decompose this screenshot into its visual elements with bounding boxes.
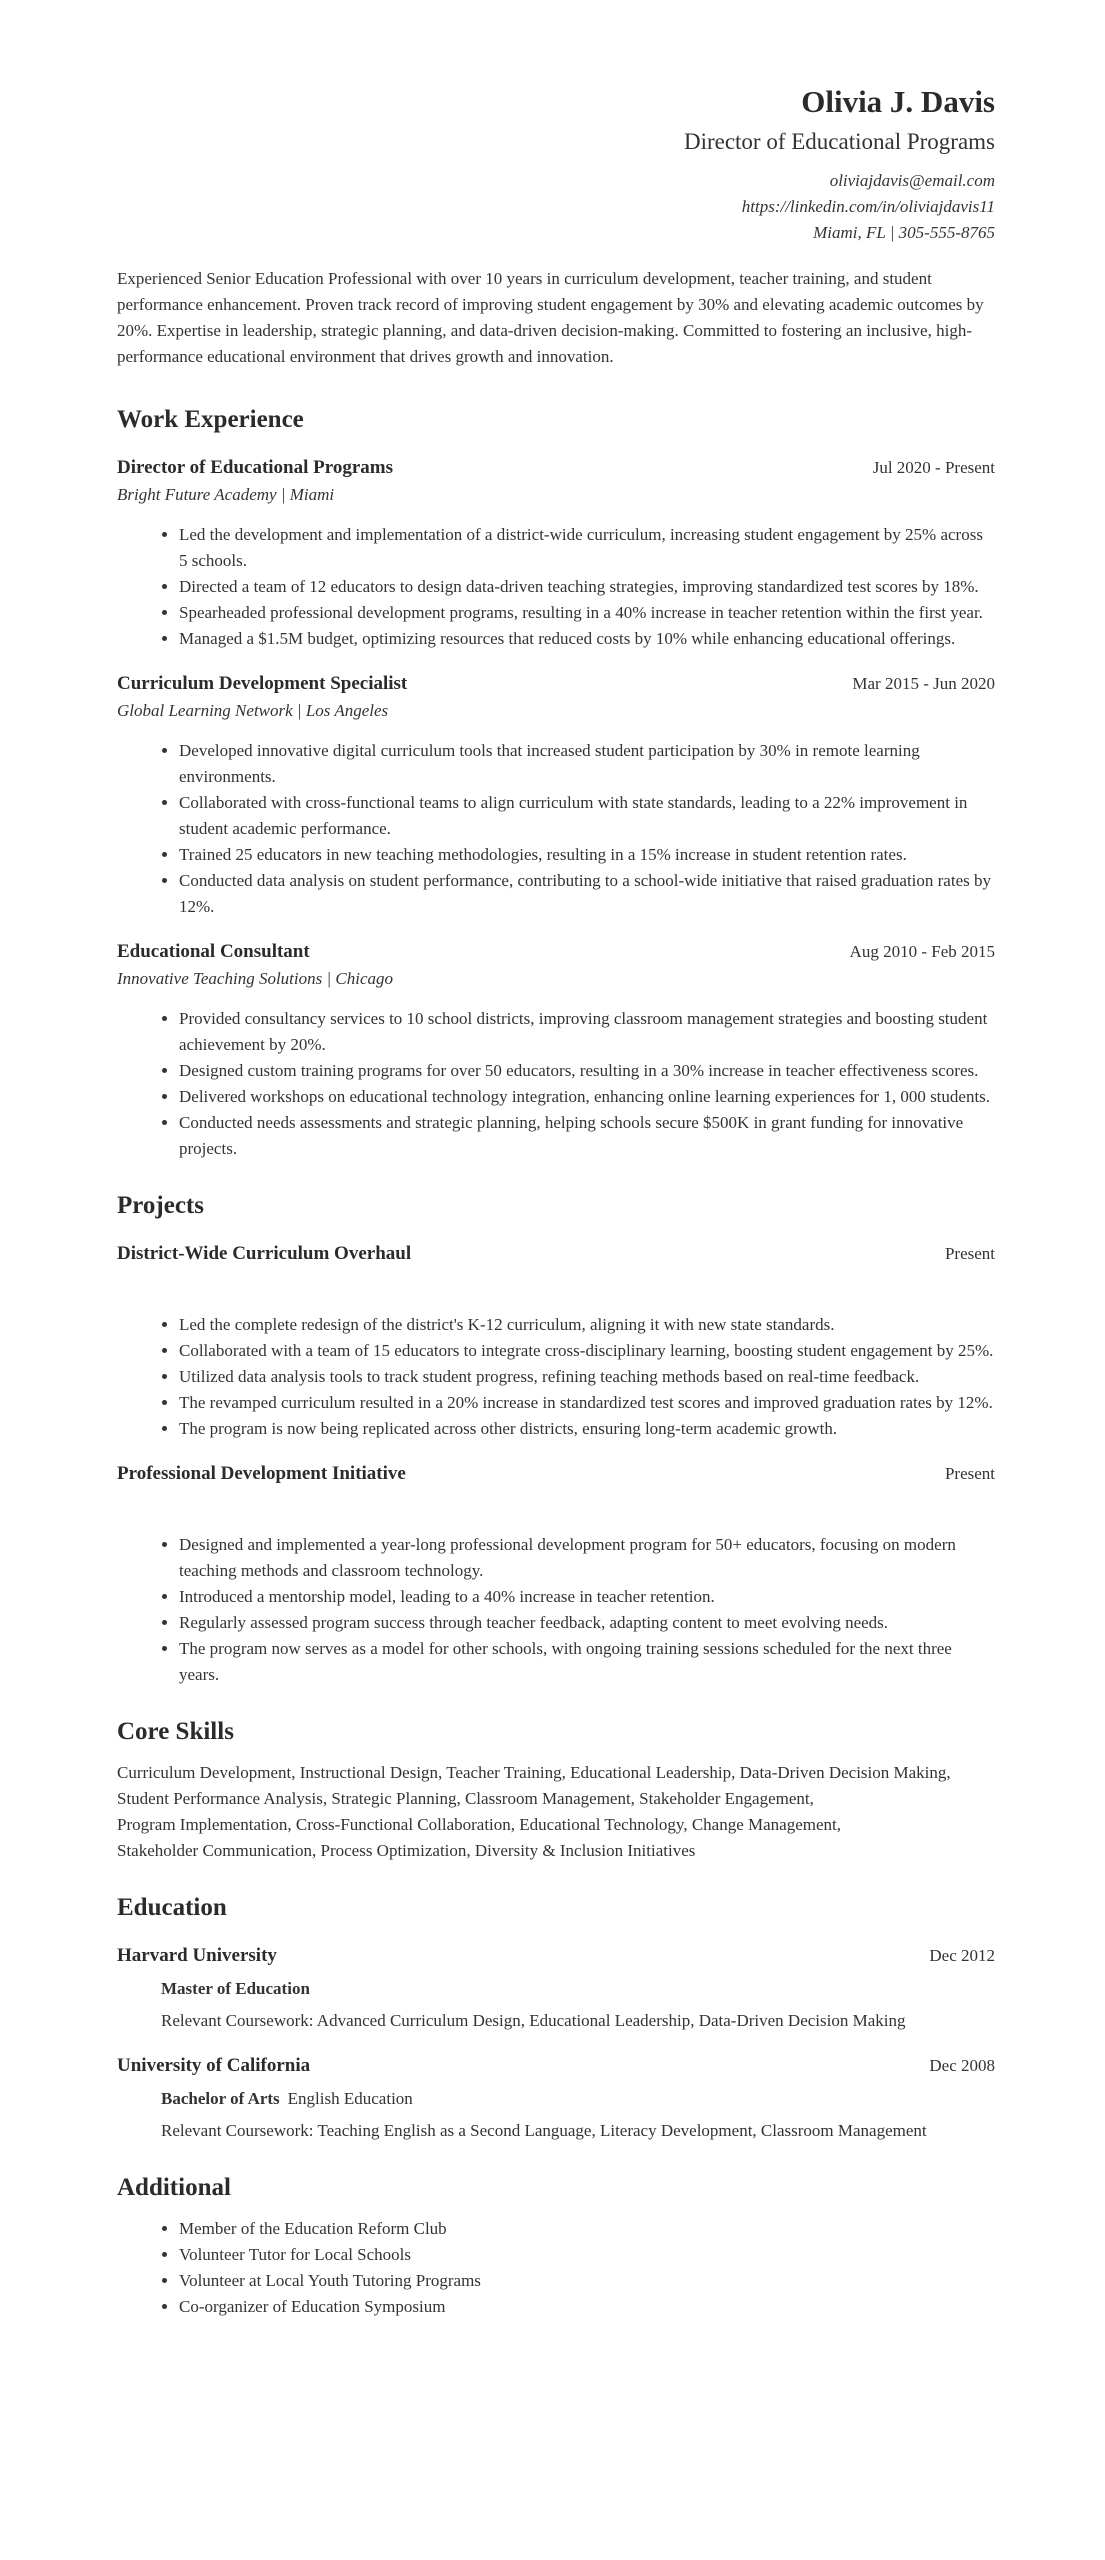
section-heading-work: Work Experience <box>117 406 304 433</box>
project-title: District-Wide Curriculum Overhaul <box>117 1243 412 1264</box>
section-heading-projects: Projects <box>117 1192 204 1219</box>
job-company: Innovative Teaching Solutions | Chicago <box>117 969 394 988</box>
list-item: • The program now serves as a model for other schools, with ongoing training sessions scheduled for the next three years. <box>179 1636 995 1688</box>
list-item: • Introduced a mentorship model, leading to a 40% increase in teacher retention. <box>179 1584 995 1610</box>
list-item: • Managed a $1.5M budget, optimizing resources that reduced costs by 10% while enhancing educational offerings. <box>179 626 995 652</box>
education-entry <box>117 1942 995 2034</box>
education-date: Dec 2008 <box>929 2056 995 2075</box>
project-title: Professional Development Initiative <box>117 1463 406 1484</box>
work-experience-section <box>117 404 995 1162</box>
job-company: Bright Future Academy | Miami <box>117 485 335 504</box>
list-item: • Member of the Education Reform Club <box>179 2216 995 2242</box>
job-entry <box>117 670 995 920</box>
list-item: • Designed and implemented a year-long professional development program for 50+ educators, focusing on modern teaching methods and classroom technology. <box>179 1532 995 1584</box>
education-section <box>117 1892 995 2144</box>
projects-section <box>117 1190 995 1688</box>
list-item: • Regularly assessed program success through teacher feedback, adapting content to meet evolving needs. <box>179 1610 995 1636</box>
job-bullets <box>117 1006 995 1162</box>
list-item: • Conducted needs assessments and strategic planning, helping schools secure $500K in grant funding for innovative projects. <box>179 1110 995 1162</box>
section-heading-education: Education <box>117 1894 227 1921</box>
job-entry <box>117 938 995 1162</box>
list-item: • Trained 25 educators in new teaching methodologies, resulting in a 15% increase in student retention rates. <box>179 842 995 868</box>
job-title: Educational Consultant <box>117 941 310 962</box>
list-item: • The revamped curriculum resulted in a 20% increase in standardized test scores and improved graduation rates by 12%. <box>179 1390 995 1416</box>
skills-section <box>117 1716 995 1864</box>
list-item: • Utilized data analysis tools to track student progress, refining teaching methods based on real-time feedback. <box>179 1364 995 1390</box>
job-bullets <box>117 738 995 920</box>
list-item: • Led the complete redesign of the district's K-12 curriculum, aligning it with new state standards. <box>179 1312 995 1338</box>
list-item: • The program is now being replicated across other districts, ensuring long-term academic growth. <box>179 1416 995 1442</box>
list-item: • Led the development and implementation of a district-wide curriculum, increasing student engagement by 25% across 5 schools. <box>179 522 995 574</box>
school-name: Harvard University <box>117 1945 277 1966</box>
linkedin-link[interactable]: https://linkedin.com/in/oliviajdavis11 <box>741 197 995 216</box>
project-bullets <box>117 1532 995 1688</box>
section-heading-additional: Additional <box>117 2174 231 2201</box>
skills-line: Program Implementation, Cross-Functional Collaboration, Educational Technology, Change Management, <box>117 1815 841 1834</box>
summary-paragraph: Experienced Senior Education Professional with over 10 years in curriculum development, teacher training, and student performance enhancement. Proven track record of improving student engagement by 30% and elevating academic outcomes by 20%. Expertise in leadership, strategic planning, and data-driven decision-making. Committed to fostering an inclusive, high-performance educational environment that drives growth and innovation. <box>117 269 984 366</box>
degree: Master of Education <box>161 1979 310 1998</box>
skills-line: Stakeholder Communication, Process Optimization, Diversity & Inclusion Initiatives <box>117 1841 696 1860</box>
project-bullets <box>117 1312 995 1442</box>
additional-list <box>117 2216 995 2320</box>
candidate-headline: Director of Educational Programs <box>683 129 995 154</box>
list-item: • Designed custom training programs for over 50 educators, resulting in a 30% increase in teacher effectiveness scores. <box>179 1058 995 1084</box>
job-bullets <box>117 522 995 652</box>
job-date: Aug 2010 - Feb 2015 <box>849 942 995 961</box>
list-item: • Developed innovative digital curriculum tools that increased student participation by 30% in remote learning environments. <box>179 738 995 790</box>
coursework: Relevant Coursework: Teaching English as a Second Language, Literacy Development, Classroom Management <box>161 2121 927 2140</box>
list-item: • Conducted data analysis on student performance, contributing to a school-wide initiative that raised graduation rates by 12%. <box>179 868 995 920</box>
list-item: • Volunteer Tutor for Local Schools <box>179 2242 995 2268</box>
job-company: Global Learning Network | Los Angeles <box>117 701 389 720</box>
resume-header <box>117 0 995 246</box>
skills-line: Student Performance Analysis, Strategic Planning, Classroom Management, Stakeholder Engagement, <box>117 1789 814 1808</box>
list-item: • Co-organizer of Education Symposium <box>179 2294 995 2320</box>
job-entry <box>117 454 995 652</box>
contact-info <box>117 168 995 246</box>
project-entry <box>117 1460 995 1688</box>
skills-line: Curriculum Development, Instructional Design, Teacher Training, Educational Leadership, Data-Driven Decision Making, <box>117 1763 951 1782</box>
field-of-study: English Education <box>287 2089 413 2108</box>
list-item: • Collaborated with a team of 15 educators to integrate cross-disciplinary learning, boosting student engagement by 25%. <box>179 1338 995 1364</box>
additional-section <box>117 2172 995 2320</box>
job-date: Mar 2015 - Jun 2020 <box>852 674 995 693</box>
list-item: • Directed a team of 12 educators to design data-driven teaching strategies, improving standardized test scores by 18%. <box>179 574 995 600</box>
email-link[interactable]: oliviajdavis@email.com <box>829 171 995 190</box>
school-name: University of California <box>117 2055 311 2076</box>
coursework: Relevant Coursework: Advanced Curriculum Design, Educational Leadership, Data-Driven Decision Making <box>161 2011 906 2030</box>
job-title: Director of Educational Programs <box>117 457 393 478</box>
list-item: • Spearheaded professional development programs, resulting in a 40% increase in teacher retention within the first year. <box>179 600 995 626</box>
project-date: Present <box>944 1464 995 1483</box>
list-item: • Provided consultancy services to 10 school districts, improving classroom management strategies and boosting student achievement by 20%. <box>179 1006 995 1058</box>
job-title: Curriculum Development Specialist <box>117 673 408 694</box>
section-heading-skills: Core Skills <box>117 1718 234 1745</box>
project-date: Present <box>944 1244 995 1263</box>
degree: Bachelor of Arts <box>161 2089 280 2108</box>
list-item: • Collaborated with cross-functional teams to align curriculum with state standards, leading to a 22% improvement in student academic performance. <box>179 790 995 842</box>
job-date: Jul 2020 - Present <box>872 458 995 477</box>
location-phone: Miami, FL | 305-555-8765 <box>813 223 995 242</box>
education-date: Dec 2012 <box>929 1946 995 1965</box>
skills-list <box>117 1760 995 1864</box>
list-item: • Delivered workshops on educational technology integration, enhancing online learning experiences for 1, 000 students. <box>179 1084 995 1110</box>
project-entry <box>117 1240 995 1442</box>
list-item: • Volunteer at Local Youth Tutoring Programs <box>179 2268 995 2294</box>
candidate-name: Olivia J. Davis <box>801 84 995 119</box>
education-entry <box>117 2052 995 2144</box>
